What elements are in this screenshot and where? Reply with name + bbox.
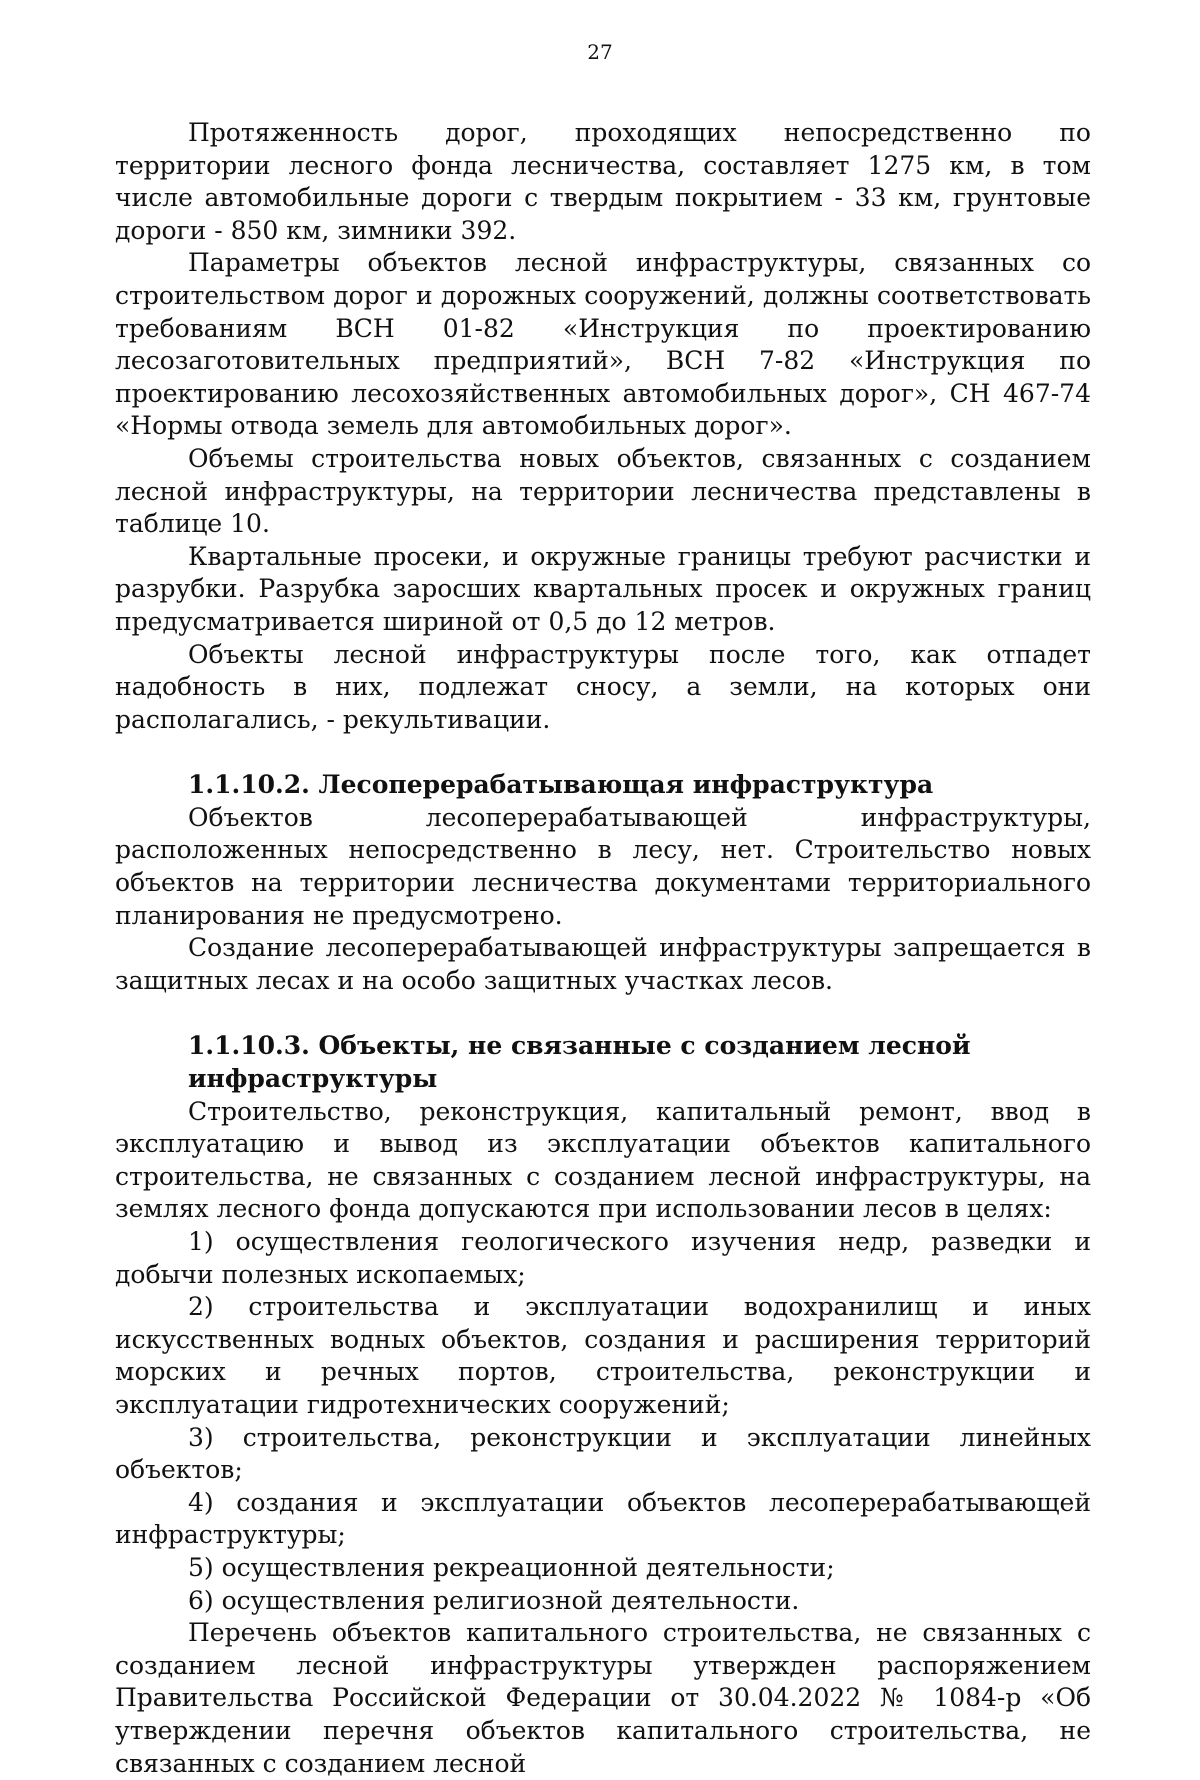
paragraph: Объекты лесной инфраструктуры после того, как отпадет надобность в них, подлежат сносу, а земли, на которых они располагались, - рекультивации.: [115, 639, 1091, 734]
list-item: 5) осуществления рекреационной деятельности;: [188, 1552, 835, 1582]
section-heading: 1.1.10.2. Лесоперерабатывающая инфраструктура: [188, 770, 934, 800]
paragraph: Параметры объектов лесной инфраструктуры, связанных со строительством дорог и дорожных сооружений, должны соответствовать требованиям ВСН 01-82 «Инструкция по проектированию лесозаготовительных предприятий», ВСН 7-82 «Инструкция по проектированию лесохозяйственных автомобильных дорог», СН 467-74 «Нормы отвода земель для автомобильных дорог».: [115, 248, 1091, 441]
paragraph: Объемы строительства новых объектов, связанных с созданием лесной инфраструктуры, на территории лесничества представлены в таблице 10.: [115, 443, 1091, 539]
list-item: 4) создания и эксплуатации объектов лесоперерабатывающей инфраструктуры;: [115, 1487, 1091, 1550]
list-item: 2) строительства и эксплуатации водохранилищ и иных искусственных водных объектов, создания и расширения территорий морских и речных портов, строительства, реконструкции и эксплуатации гидротехнических сооружений;: [115, 1292, 1091, 1419]
page-number: 27: [587, 40, 613, 64]
document-body: [115, 117, 1091, 1780]
paragraph: Строительство, реконструкция, капитальный ремонт, ввод в эксплуатацию и вывод из эксплуатации объектов капитального строительства, не связанных с созданием лесной инфраструктуры, на землях лесного фонда допускаются при использовании лесов в целях:: [115, 1096, 1091, 1224]
list-item: 3) строительства, реконструкции и эксплуатации линейных объектов;: [115, 1422, 1091, 1485]
list-item: 1) осуществления геологического изучения недр, разведки и добычи полезных ископаемых;: [115, 1227, 1091, 1289]
paragraph: Перечень объектов капитального строительства, не связанных с созданием лесной инфраструктуры утвержден распоряжением Правительства Российской Федерации от 30.04.2022 № 1084-р «Об утверждении перечня объектов капитального строительства, не связанных с созданием лесной: [115, 1618, 1091, 1778]
section-heading: 1.1.10.3. Объекты, не связанные с созданием лесной инфраструктуры: [188, 1031, 971, 1094]
paragraph: Протяженность дорог, проходящих непосредственно по территории лесного фонда лесничества, составляет 1275 км, в том числе автомобильные дороги с твердым покрытием - 33 км, грунтовые дороги - 850 км, зимники 392.: [115, 118, 1091, 245]
paragraph: Создание лесоперерабатывающей инфраструктуры запрещается в защитных лесах и на особо защитных участках лесов.: [115, 933, 1091, 995]
list-item: 6) осуществления религиозной деятельности.: [188, 1585, 800, 1615]
paragraph: Объектов лесоперерабатывающей инфраструктуры, расположенных непосредственно в лесу, нет. Строительство новых объектов на территории лесничества документами территориального планирования не предусмотрено.: [115, 802, 1091, 930]
paragraph: Квартальные просеки, и окружные границы требуют расчистки и разрубки. Разрубка заросших квартальных просек и окружных границ предусматривается шириной от 0,5 до 12 метров.: [115, 541, 1091, 636]
